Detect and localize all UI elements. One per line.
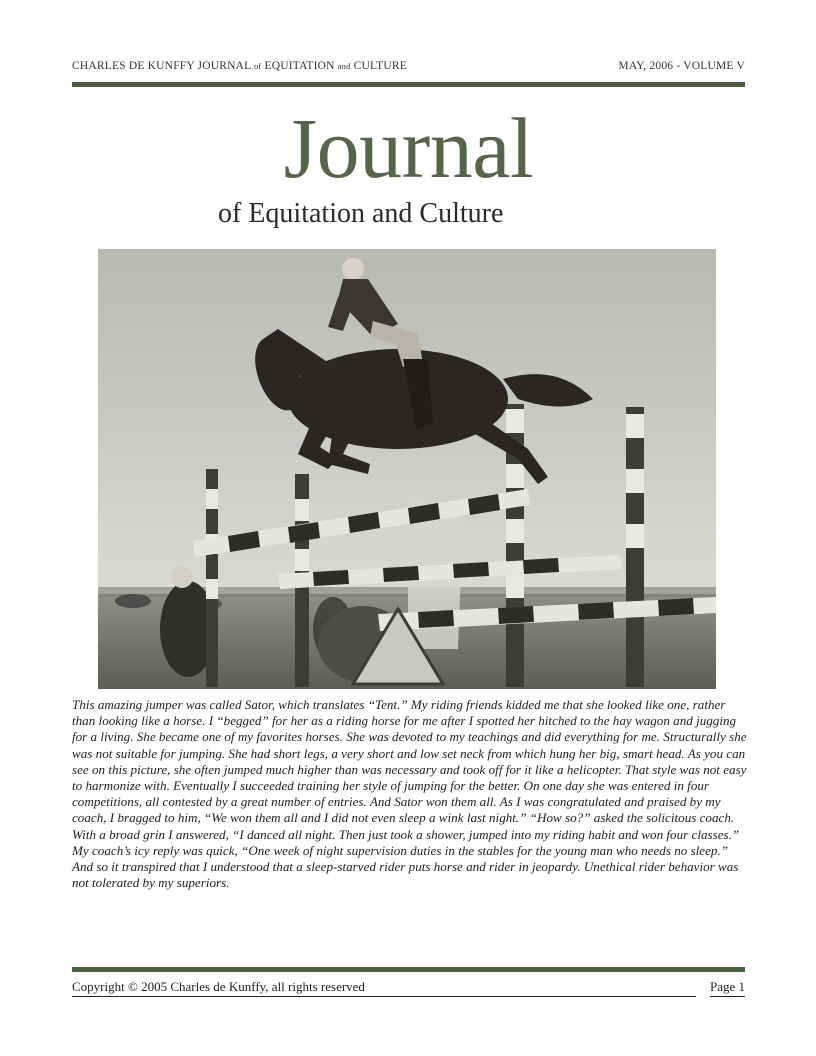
header-title-part: CHARLES DE KUNFFY JOURNAL (72, 60, 251, 72)
masthead-subtitle: of Equitation and Culture (218, 198, 504, 229)
header-title-part: EQUITATION (264, 60, 335, 72)
issue-date: MAY, 2006 - VOLUME V (618, 60, 745, 72)
footer-rule (72, 967, 745, 972)
masthead-title: Journal (283, 100, 534, 196)
header-title-part: CULTURE (353, 60, 408, 72)
photo-caption: This amazing jumper was called Sator, which translates “Tent.” My riding friends kidded me that she looked like one, rather than looking like a horse. I “begged” for her as a riding horse for me after I spotted her hitched to the hay wagon and jugging for a living. She became one of my favorites horses. She was devoted to my teachings and did everything for me. Structurally she was not suitable for jumping. She had short legs, a very short and low set neck from which hung her big, smart head. As you can see on this picture, she often jumped much higher than was necessary and took off for it like a helicopter. That style was not easy to harmonize with. Eventually I succeeded training her style of jumping for the better. On one day she was entered in four competitions, all contested by a great number of entries. And Sator won them all. As I was congratulated and praised by my coach, I bragged to him, “We won them all and I did not even sleep a wink last night.” “How so?” asked the solicitous coach. With a broad grin I answered, “I danced all night. Then just took a shower, jumped into my riding habit and won four classes.” My coach’s icy reply was quick, “One week of night supervision duties in the stables for the young man who needs no sleep.” And so it transpired that I understood that a sleep-starved rider puts horse and rider in jeopardy. Unethical rider behavior was not tolerated by my superiors. (72, 697, 747, 891)
page-number (710, 979, 745, 997)
horse-jumping-photo (98, 249, 716, 689)
header-title-part: and (337, 61, 351, 71)
photo-illustration (98, 249, 716, 689)
page-number-value: 1 (738, 979, 745, 994)
header-rule (72, 82, 745, 87)
header-title-part: of (253, 61, 262, 71)
copyright-notice: Copyright © 2005 Charles de Kunffy, all rights reserved (72, 979, 696, 997)
journal-running-title (72, 60, 407, 72)
page-label: Page (709, 979, 736, 994)
